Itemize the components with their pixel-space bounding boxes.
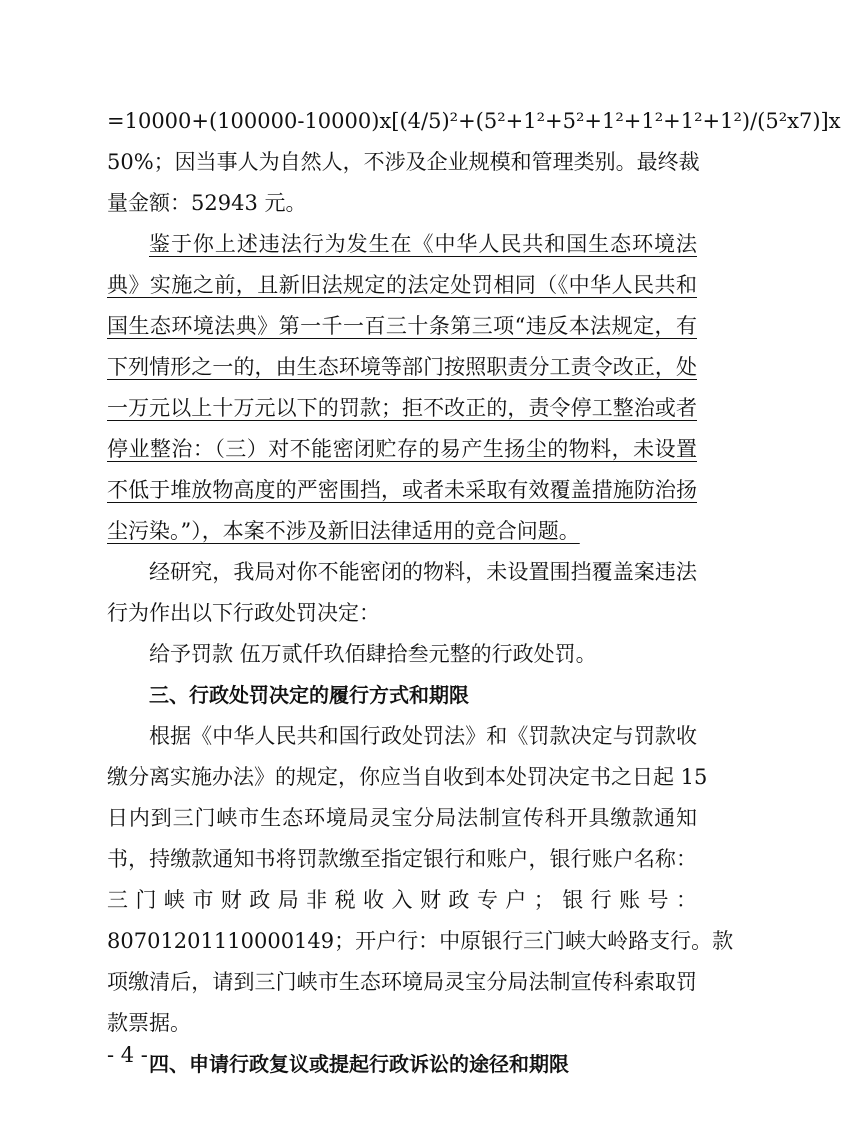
bank-account-line: 三门峡市财政局非税收入财政专户；银行账号： [107, 888, 697, 912]
underlined-text-line: 下列情形之一的，由生态环境等部门按照职责分工责令改正，处 [107, 355, 697, 379]
underlined-text-line: 一万元以上十万元以下的罚款；拒不改正的，责令停工整治或者 [107, 396, 697, 420]
section-heading-3: 三、行政处罚决定的履行方式和期限 [149, 683, 469, 707]
text-line: 50%；因当事人为自然人，不涉及企业规模和管理类别。最终裁 [107, 150, 700, 174]
account-number-line: 80701201110000149；开户行：中原银行三门峡大岭路支行。款 [107, 929, 734, 953]
text-line: 根据《中华人民共和国行政处罚法》和《罚款决定与罚款收 [149, 724, 697, 748]
underlined-text-line: 不低于堆放物高度的严密围挡，或者未采取有效覆盖措施防治扬 [107, 478, 697, 502]
text-line: 缴分离实施办法》的规定，你应当自收到本处罚决定书之日起 15 [107, 765, 708, 789]
underlined-text-line: 国生态环境法典》第一千一百三十条第三项“违反本法规定，有 [107, 314, 697, 338]
formula-line: =10000+(100000-10000)x[(4/5)²+(5²+1²+5²+1²+1²+1²+1²)/(5²x7)]x [107, 109, 841, 133]
page-number: - 4 - [107, 1043, 148, 1067]
underlined-text: 尘污染。”），本案不涉及新旧法律适用的竞合问题。 [107, 519, 580, 543]
text-line: 经研究，我局对你不能密闭的物料，未设置围挡覆盖案违法 [149, 560, 697, 584]
document-body [107, 101, 841, 1085]
text-line: 款票据。 [107, 1011, 191, 1035]
section-heading-4: 四、申请行政复议或提起行政诉讼的途径和期限 [149, 1052, 569, 1076]
underlined-text-line-wrap [107, 511, 697, 552]
underlined-text-line: 典》实施之前，且新旧法规定的法定处罚相同（《中华人民共和 [107, 273, 697, 297]
penalty-line: 给予罚款 伍万贰仟玖佰肆拾叁元整的行政处罚。 [149, 642, 597, 666]
underlined-text-line: 停业整治：（三）对不能密闭贮存的易产生扬尘的物料，未设置 [107, 437, 697, 461]
text-line: 项缴清后，请到三门峡市生态环境局灵宝分局法制宣传科索取罚 [107, 970, 697, 994]
underlined-text-line: 鉴于你上述违法行为发生在《中华人民共和国生态环境法 [149, 232, 697, 256]
text-line: 日内到三门峡市生态环境局灵宝分局法制宣传科开具缴款通知 [107, 806, 697, 830]
text-line: 量金额：52943 元。 [107, 191, 307, 215]
text-line: 行为作出以下行政处罚决定： [107, 601, 380, 625]
text-line: 书，持缴款通知书将罚款缴至指定银行和账户，银行账户名称： [107, 847, 697, 871]
